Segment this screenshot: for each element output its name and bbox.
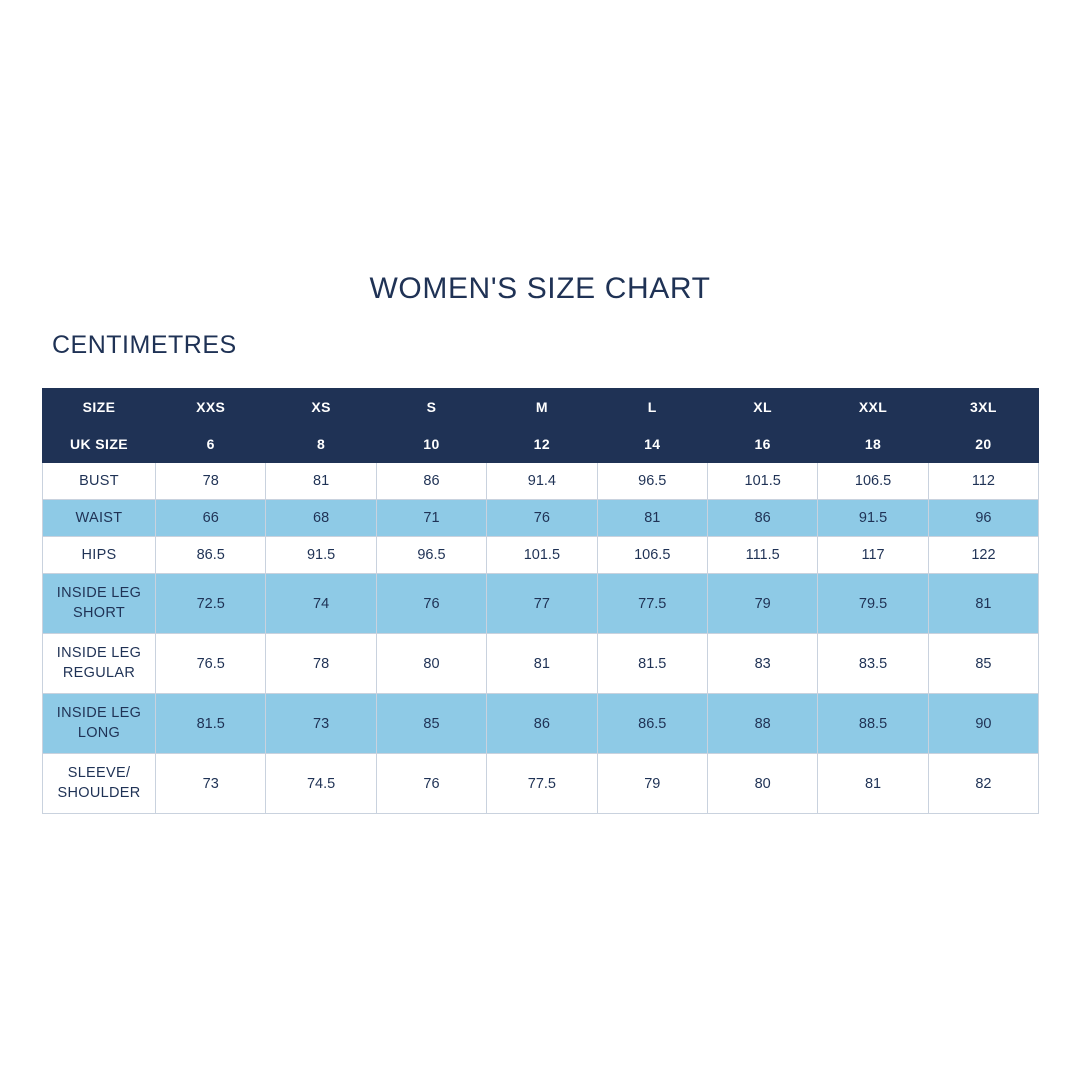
- table-cell: 101.5: [707, 463, 817, 500]
- table-cell: 78: [266, 634, 376, 694]
- row-label-line-2: REGULAR: [62, 664, 136, 681]
- units-label: CENTIMETRES: [52, 331, 237, 359]
- column-header: XS: [266, 389, 376, 426]
- table-row: [43, 574, 1039, 634]
- row-label-line-2: SHOULDER: [57, 784, 141, 801]
- column-header: XXS: [156, 389, 266, 426]
- table-cell: 106.5: [597, 537, 707, 574]
- row-label-line-2: SHORT: [73, 604, 125, 621]
- row-label: [43, 694, 156, 754]
- table-cell: 96.5: [376, 537, 486, 574]
- row-label-line-2: LONG: [77, 724, 121, 741]
- table-cell: 81.5: [597, 634, 707, 694]
- table-cell: 18: [818, 426, 928, 463]
- table-cell: 79: [597, 754, 707, 814]
- table-cell: 80: [376, 634, 486, 694]
- table-cell: 91.4: [487, 463, 597, 500]
- table-cell: 83.5: [818, 634, 928, 694]
- uk-size-row: [43, 426, 1039, 463]
- table-cell: 77.5: [597, 574, 707, 634]
- table-cell: 74: [266, 574, 376, 634]
- table-cell: 81: [597, 500, 707, 537]
- table-cell: 81: [266, 463, 376, 500]
- table-cell: 16: [707, 426, 817, 463]
- table-cell: 81: [928, 574, 1038, 634]
- table-cell: 20: [928, 426, 1038, 463]
- column-header: S: [376, 389, 486, 426]
- table-cell: 66: [156, 500, 266, 537]
- table-cell: 88: [707, 694, 817, 754]
- table-cell: 6: [156, 426, 266, 463]
- row-label-line-1: INSIDE LEG: [56, 584, 142, 601]
- table-row: [43, 694, 1039, 754]
- table-cell: 76: [376, 574, 486, 634]
- table-cell: 71: [376, 500, 486, 537]
- table-row: [43, 634, 1039, 694]
- table-cell: 81: [818, 754, 928, 814]
- table-cell: 72.5: [156, 574, 266, 634]
- size-chart-table: [42, 388, 1039, 814]
- table-cell: 86: [707, 500, 817, 537]
- column-header: SIZE: [43, 389, 156, 426]
- table-row: [43, 500, 1039, 537]
- table-cell: 76: [487, 500, 597, 537]
- row-label: HIPS: [43, 537, 156, 574]
- table-cell: 101.5: [487, 537, 597, 574]
- table-row: [43, 754, 1039, 814]
- table-cell: 10: [376, 426, 486, 463]
- table-cell: 91.5: [266, 537, 376, 574]
- table-row: [43, 463, 1039, 500]
- column-header: 3XL: [928, 389, 1038, 426]
- table-cell: 68: [266, 500, 376, 537]
- table-cell: 117: [818, 537, 928, 574]
- table-cell: 90: [928, 694, 1038, 754]
- table-cell: 111.5: [707, 537, 817, 574]
- table-cell: 83: [707, 634, 817, 694]
- row-label: [43, 574, 156, 634]
- table-cell: 85: [376, 694, 486, 754]
- table-cell: 76: [376, 754, 486, 814]
- table-cell: 76.5: [156, 634, 266, 694]
- row-label: WAIST: [43, 500, 156, 537]
- table-cell: 8: [266, 426, 376, 463]
- table-cell: 86.5: [597, 694, 707, 754]
- table-cell: 79: [707, 574, 817, 634]
- table-cell: 74.5: [266, 754, 376, 814]
- table-cell: 12: [487, 426, 597, 463]
- table-cell: 14: [597, 426, 707, 463]
- row-label-line-1: INSIDE LEG: [56, 704, 142, 721]
- table-cell: 79.5: [818, 574, 928, 634]
- row-label: [43, 754, 156, 814]
- table-cell: 91.5: [818, 500, 928, 537]
- table-cell: 96: [928, 500, 1038, 537]
- column-header: XXL: [818, 389, 928, 426]
- row-label: BUST: [43, 463, 156, 500]
- table-cell: 85: [928, 634, 1038, 694]
- row-label-line-1: SLEEVE/: [67, 764, 131, 781]
- table-cell: 73: [266, 694, 376, 754]
- row-label-line-1: INSIDE LEG: [56, 644, 142, 661]
- table-cell: 86.5: [156, 537, 266, 574]
- table-cell: 73: [156, 754, 266, 814]
- column-header: XL: [707, 389, 817, 426]
- size-chart-table-wrapper: [42, 388, 1038, 814]
- table-cell: 86: [376, 463, 486, 500]
- table-cell: 86: [487, 694, 597, 754]
- row-label: UK SIZE: [43, 426, 156, 463]
- table-cell: 77.5: [487, 754, 597, 814]
- table-cell: 81: [487, 634, 597, 694]
- table-cell: 77: [487, 574, 597, 634]
- row-label: [43, 634, 156, 694]
- table-cell: 122: [928, 537, 1038, 574]
- table-cell: 96.5: [597, 463, 707, 500]
- column-header: L: [597, 389, 707, 426]
- table-cell: 88.5: [818, 694, 928, 754]
- table-cell: 81.5: [156, 694, 266, 754]
- page-title: WOMEN'S SIZE CHART: [369, 272, 711, 305]
- table-cell: 80: [707, 754, 817, 814]
- table-cell: 78: [156, 463, 266, 500]
- table-cell: 106.5: [818, 463, 928, 500]
- table-header-row: [43, 389, 1039, 426]
- table-cell: 82: [928, 754, 1038, 814]
- column-header: M: [487, 389, 597, 426]
- table-cell: 112: [928, 463, 1038, 500]
- table-row: [43, 537, 1039, 574]
